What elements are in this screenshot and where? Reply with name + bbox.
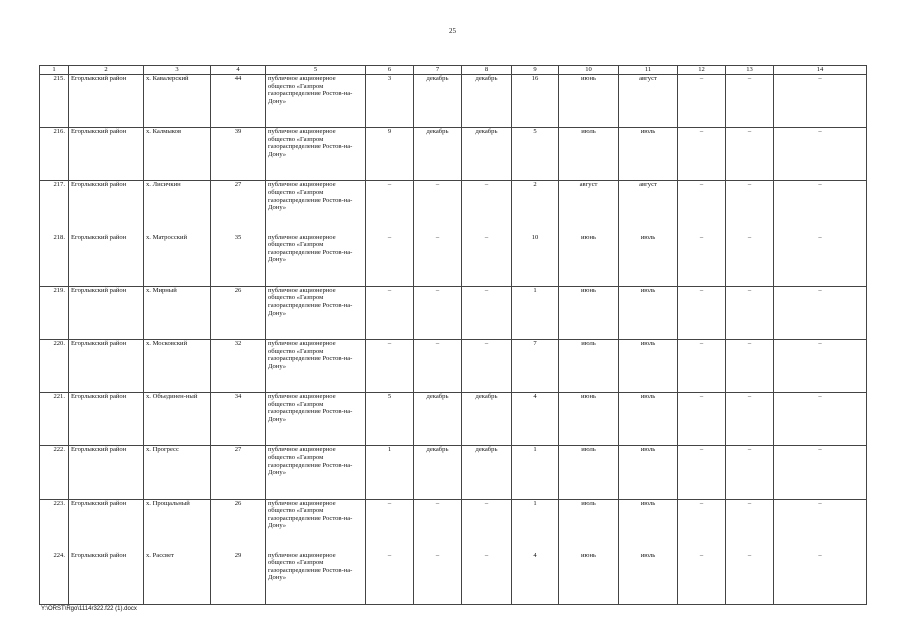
col8-cell: декабрь [462, 393, 512, 446]
col14-cell: – [774, 552, 867, 605]
organization-cell: публичное акционерное общество «Газпром газораспределение Ростов-на-Дону» [266, 552, 366, 605]
col9-cell: 5 [512, 128, 559, 181]
col10-cell: август [559, 181, 619, 234]
settlement-cell: х. Московский [144, 339, 211, 392]
page-number: 25 [449, 27, 456, 35]
table-row [40, 234, 867, 287]
col13-cell: – [726, 234, 774, 287]
col8-cell: – [462, 234, 512, 287]
column-header-6: 6 [366, 66, 414, 75]
col13-cell: – [726, 339, 774, 392]
organization-cell: публичное акционерное общество «Газпром газораспределение Ростов-на-Дону» [266, 128, 366, 181]
col14-cell: – [774, 75, 867, 128]
col10-cell: июль [559, 128, 619, 181]
row-number: 219. [40, 286, 69, 339]
col6-cell: 3 [366, 75, 414, 128]
col12-cell: – [678, 286, 726, 339]
col12-cell: – [678, 128, 726, 181]
col8-cell: декабрь [462, 75, 512, 128]
col7-cell: – [414, 181, 462, 234]
col12-cell: – [678, 499, 726, 552]
table-row [40, 393, 867, 446]
gasification-table-wrapper [39, 65, 866, 605]
col10-cell: июль [559, 339, 619, 392]
col11-cell: июль [619, 234, 678, 287]
district-cell: Егорлыкский район [69, 552, 144, 605]
count-cell: 32 [211, 339, 266, 392]
table-row [40, 128, 867, 181]
col13-cell: – [726, 446, 774, 499]
district-cell: Егорлыкский район [69, 446, 144, 499]
col8-cell: – [462, 286, 512, 339]
col14-cell: – [774, 393, 867, 446]
footer-file-path: Y:\ORST\Rgo\1114r322.f22 (1).docx [41, 606, 137, 612]
gasification-schedule-table [39, 65, 867, 605]
col6-cell: – [366, 234, 414, 287]
column-header-13: 13 [726, 66, 774, 75]
organization-cell: публичное акционерное общество «Газпром газораспределение Ростов-на-Дону» [266, 393, 366, 446]
col7-cell: декабрь [414, 446, 462, 499]
col6-cell: – [366, 286, 414, 339]
col7-cell: – [414, 499, 462, 552]
col13-cell: – [726, 128, 774, 181]
count-cell: 27 [211, 446, 266, 499]
table-row [40, 339, 867, 392]
col8-cell: – [462, 552, 512, 605]
col11-cell: июль [619, 339, 678, 392]
settlement-cell: х. Кавалерский [144, 75, 211, 128]
count-cell: 44 [211, 75, 266, 128]
col9-cell: 10 [512, 234, 559, 287]
row-number: 220. [40, 339, 69, 392]
column-header-4: 4 [211, 66, 266, 75]
count-cell: 26 [211, 286, 266, 339]
column-header-14: 14 [774, 66, 867, 75]
settlement-cell: х. Калмыков [144, 128, 211, 181]
district-cell: Егорлыкский район [69, 286, 144, 339]
col13-cell: – [726, 499, 774, 552]
col10-cell: июнь [559, 393, 619, 446]
col12-cell: – [678, 339, 726, 392]
col6-cell: – [366, 339, 414, 392]
organization-cell: публичное акционерное общество «Газпром газораспределение Ростов-на-Дону» [266, 181, 366, 234]
col14-cell: – [774, 446, 867, 499]
col11-cell: июль [619, 286, 678, 339]
col11-cell: июль [619, 128, 678, 181]
col13-cell: – [726, 181, 774, 234]
row-number: 215. [40, 75, 69, 128]
settlement-cell: х. Матросский [144, 234, 211, 287]
col14-cell: – [774, 339, 867, 392]
district-cell: Егорлыкский район [69, 128, 144, 181]
count-cell: 34 [211, 393, 266, 446]
col11-cell: июль [619, 393, 678, 446]
settlement-cell: х. Прощальный [144, 499, 211, 552]
count-cell: 35 [211, 234, 266, 287]
col13-cell: – [726, 286, 774, 339]
column-header-12: 12 [678, 66, 726, 75]
col6-cell: – [366, 499, 414, 552]
settlement-cell: х. Прогресс [144, 446, 211, 499]
district-cell: Егорлыкский район [69, 499, 144, 552]
col14-cell: – [774, 181, 867, 234]
settlement-cell: х. Объединен-ный [144, 393, 211, 446]
col6-cell: – [366, 181, 414, 234]
table-row [40, 499, 867, 552]
col9-cell: 4 [512, 393, 559, 446]
col10-cell: июнь [559, 234, 619, 287]
column-header-10: 10 [559, 66, 619, 75]
col9-cell: 1 [512, 499, 559, 552]
district-cell: Егорлыкский район [69, 75, 144, 128]
count-cell: 39 [211, 128, 266, 181]
col14-cell: – [774, 128, 867, 181]
district-cell: Егорлыкский район [69, 234, 144, 287]
organization-cell: публичное акционерное общество «Газпром газораспределение Ростов-на-Дону» [266, 446, 366, 499]
col8-cell: декабрь [462, 128, 512, 181]
col13-cell: – [726, 393, 774, 446]
col10-cell: июнь [559, 286, 619, 339]
table-row [40, 286, 867, 339]
col9-cell: 7 [512, 339, 559, 392]
col9-cell: 1 [512, 446, 559, 499]
col7-cell: – [414, 552, 462, 605]
col7-cell: декабрь [414, 393, 462, 446]
row-number: 223. [40, 499, 69, 552]
col12-cell: – [678, 181, 726, 234]
col8-cell: – [462, 339, 512, 392]
count-cell: 26 [211, 499, 266, 552]
column-number-row [40, 66, 867, 75]
district-cell: Егорлыкский район [69, 339, 144, 392]
col8-cell: – [462, 181, 512, 234]
col7-cell: декабрь [414, 75, 462, 128]
col7-cell: декабрь [414, 128, 462, 181]
table-body [40, 75, 867, 605]
col7-cell: – [414, 286, 462, 339]
col7-cell: – [414, 234, 462, 287]
col14-cell: – [774, 286, 867, 339]
col12-cell: – [678, 234, 726, 287]
organization-cell: публичное акционерное общество «Газпром газораспределение Ростов-на-Дону» [266, 339, 366, 392]
col7-cell: – [414, 339, 462, 392]
col6-cell: 5 [366, 393, 414, 446]
col10-cell: июль [559, 446, 619, 499]
organization-cell: публичное акционерное общество «Газпром газораспределение Ростов-на-Дону» [266, 75, 366, 128]
col9-cell: 2 [512, 181, 559, 234]
settlement-cell: х. Лисичкин [144, 181, 211, 234]
settlement-cell: х. Мирный [144, 286, 211, 339]
column-header-7: 7 [414, 66, 462, 75]
row-number: 224. [40, 552, 69, 605]
organization-cell: публичное акционерное общество «Газпром газораспределение Ростов-на-Дону» [266, 499, 366, 552]
col9-cell: 16 [512, 75, 559, 128]
row-number: 218. [40, 234, 69, 287]
count-cell: 29 [211, 552, 266, 605]
row-number: 221. [40, 393, 69, 446]
organization-cell: публичное акционерное общество «Газпром газораспределение Ростов-на-Дону» [266, 286, 366, 339]
col9-cell: 4 [512, 552, 559, 605]
col10-cell: июль [559, 499, 619, 552]
organization-cell: публичное акционерное общество «Газпром газораспределение Ростов-на-Дону» [266, 234, 366, 287]
col6-cell: 1 [366, 446, 414, 499]
col11-cell: июль [619, 446, 678, 499]
district-cell: Егорлыкский район [69, 181, 144, 234]
col6-cell: 9 [366, 128, 414, 181]
col13-cell: – [726, 552, 774, 605]
col8-cell: декабрь [462, 446, 512, 499]
column-header-5: 5 [266, 66, 366, 75]
table-row [40, 75, 867, 128]
column-header-3: 3 [144, 66, 211, 75]
col12-cell: – [678, 393, 726, 446]
col9-cell: 1 [512, 286, 559, 339]
row-number: 216. [40, 128, 69, 181]
col11-cell: август [619, 75, 678, 128]
column-header-9: 9 [512, 66, 559, 75]
column-header-1: 1 [40, 66, 69, 75]
col11-cell: июль [619, 552, 678, 605]
col12-cell: – [678, 552, 726, 605]
table-row [40, 446, 867, 499]
col11-cell: август [619, 181, 678, 234]
count-cell: 27 [211, 181, 266, 234]
column-header-2: 2 [69, 66, 144, 75]
district-cell: Егорлыкский район [69, 393, 144, 446]
column-header-8: 8 [462, 66, 512, 75]
col13-cell: – [726, 75, 774, 128]
col12-cell: – [678, 75, 726, 128]
col10-cell: июнь [559, 552, 619, 605]
col6-cell: – [366, 552, 414, 605]
settlement-cell: х. Рассвет [144, 552, 211, 605]
col10-cell: июнь [559, 75, 619, 128]
col14-cell: – [774, 499, 867, 552]
row-number: 217. [40, 181, 69, 234]
row-number: 222. [40, 446, 69, 499]
col11-cell: июль [619, 499, 678, 552]
table-row [40, 552, 867, 605]
column-header-11: 11 [619, 66, 678, 75]
table-row [40, 181, 867, 234]
col8-cell: – [462, 499, 512, 552]
col12-cell: – [678, 446, 726, 499]
col14-cell: – [774, 234, 867, 287]
